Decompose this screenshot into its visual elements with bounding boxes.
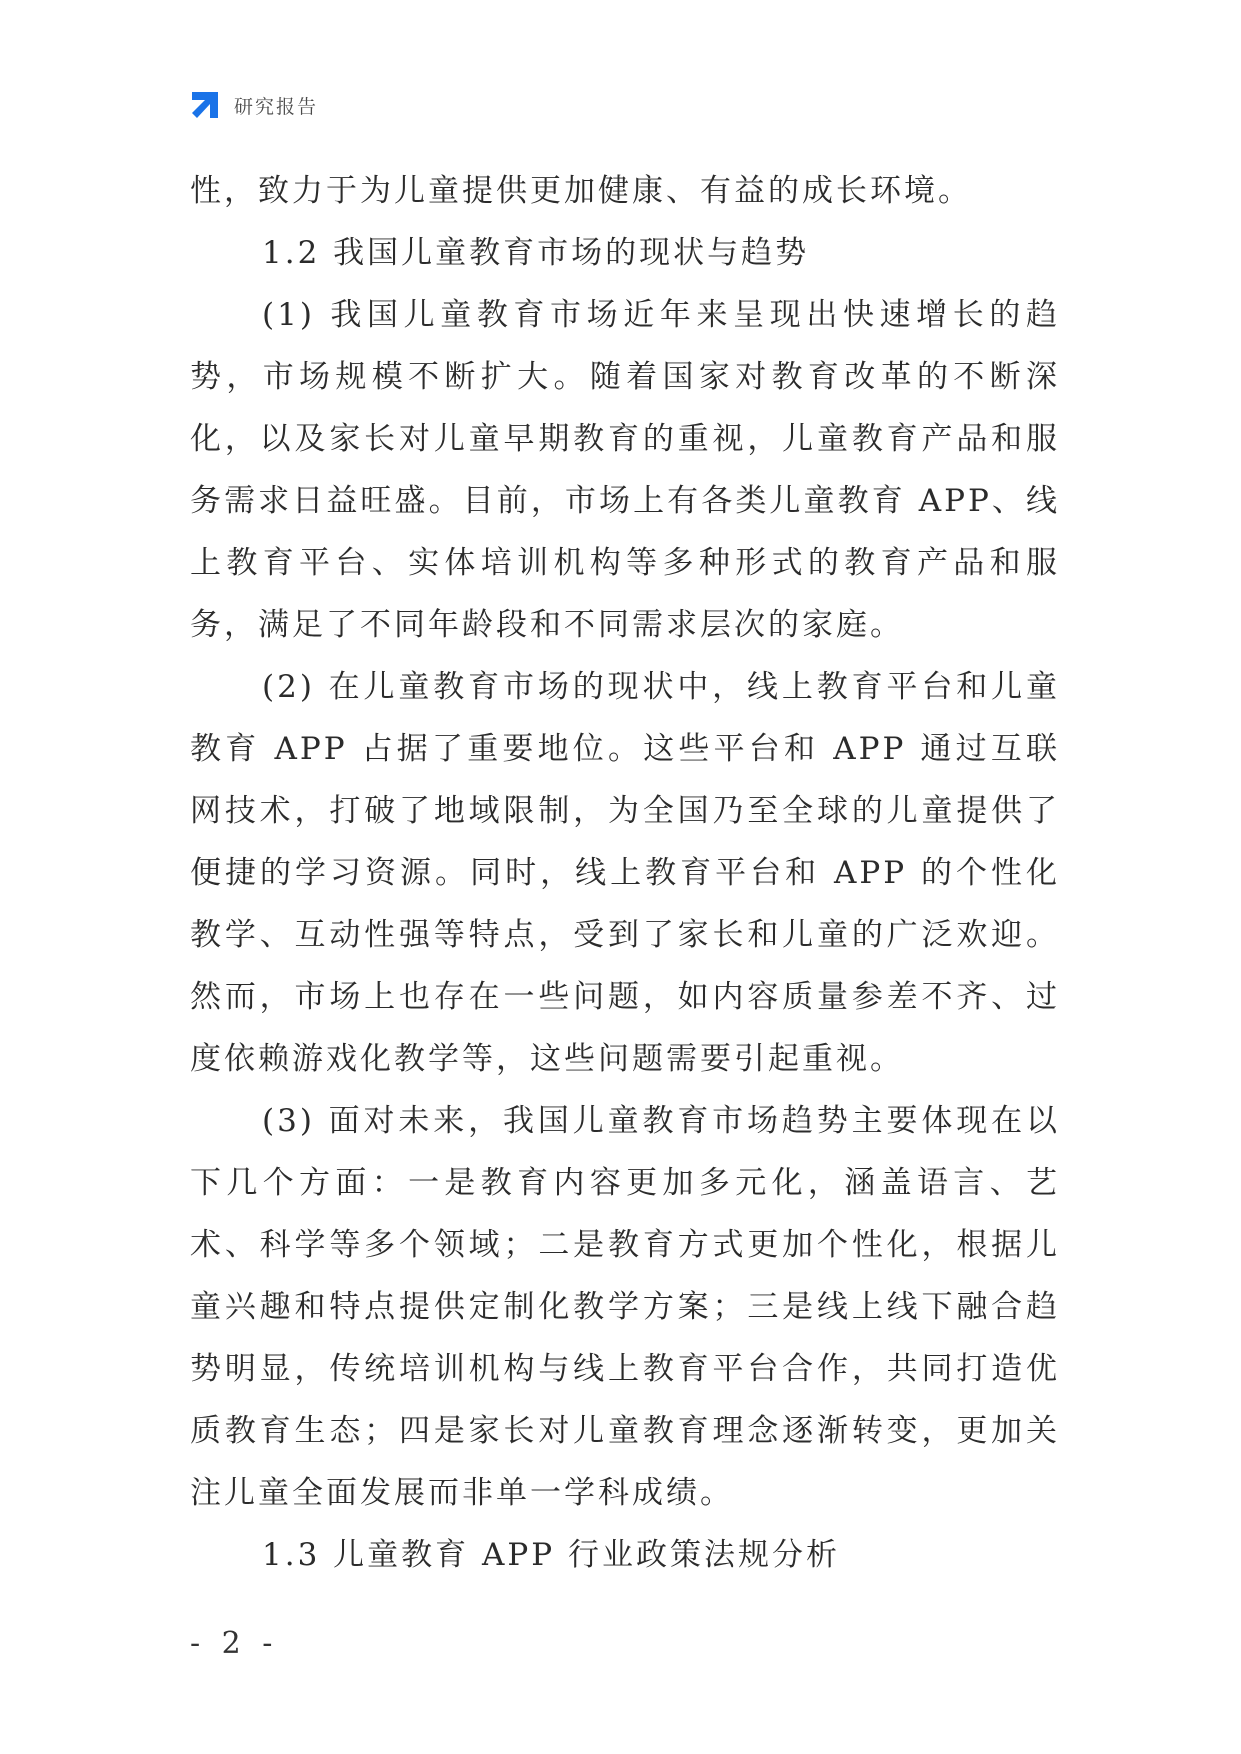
section-heading-1-2: 1.2 我国儿童教育市场的现状与趋势: [262, 235, 810, 271]
paragraph-3: (3) 面对未来，我国儿童教育市场趋势主要体现在以下几个方面：一是教育内容更加多元化，涵盖语言、艺术、科学等多个领域；二是教育方式更加个性化，根据儿童兴趣和特点提供定制化教学方案；三是线上线下融合趋势明显，传统培训机构与线上教育平台合作，共同打造优质教育生态；四是家长对儿童教育理念逐渐转变，更加关注儿童全面发展而非单一学科成绩。: [190, 1103, 1060, 1511]
paragraph-1: (1) 我国儿童教育市场近年来呈现出快速增长的趋势，市场规模不断扩大。随着国家对教育改革的不断深化，以及家长对儿童早期教育的重视，儿童教育产品和服务需求日益旺盛。目前，市场上有各类儿童教育 APP、线上教育平台、实体培训机构等多种形式的教育产品和服务，满足了不同年龄段和不同需求层次的家庭。: [190, 297, 1060, 643]
paragraph-2: (2) 在儿童教育市场的现状中，线上教育平台和儿童教育 APP 占据了重要地位。这些平台和 APP 通过互联网技术，打破了地域限制，为全国乃至全球的儿童提供了便捷的学习资源。同时，线上教育平台和 APP 的个性化教学、互动性强等特点，受到了家长和儿童的广泛欢迎。然而，市场上也存在一些问题，如内容质量参差不齐、过度依赖游戏化教学等，这些问题需要引起重视。: [190, 669, 1060, 1077]
continuation-paragraph: 性，致力于为儿童提供更加健康、有益的成长环境。: [190, 173, 972, 209]
document-body: [190, 160, 1060, 1586]
page-header: [188, 88, 318, 122]
page-number: - 2 -: [190, 1626, 279, 1661]
section-heading-1-3: 1.3 儿童教育 APP 行业政策法规分析: [262, 1537, 840, 1573]
report-logo-icon: [188, 88, 222, 122]
header-title: 研究报告: [234, 95, 319, 118]
